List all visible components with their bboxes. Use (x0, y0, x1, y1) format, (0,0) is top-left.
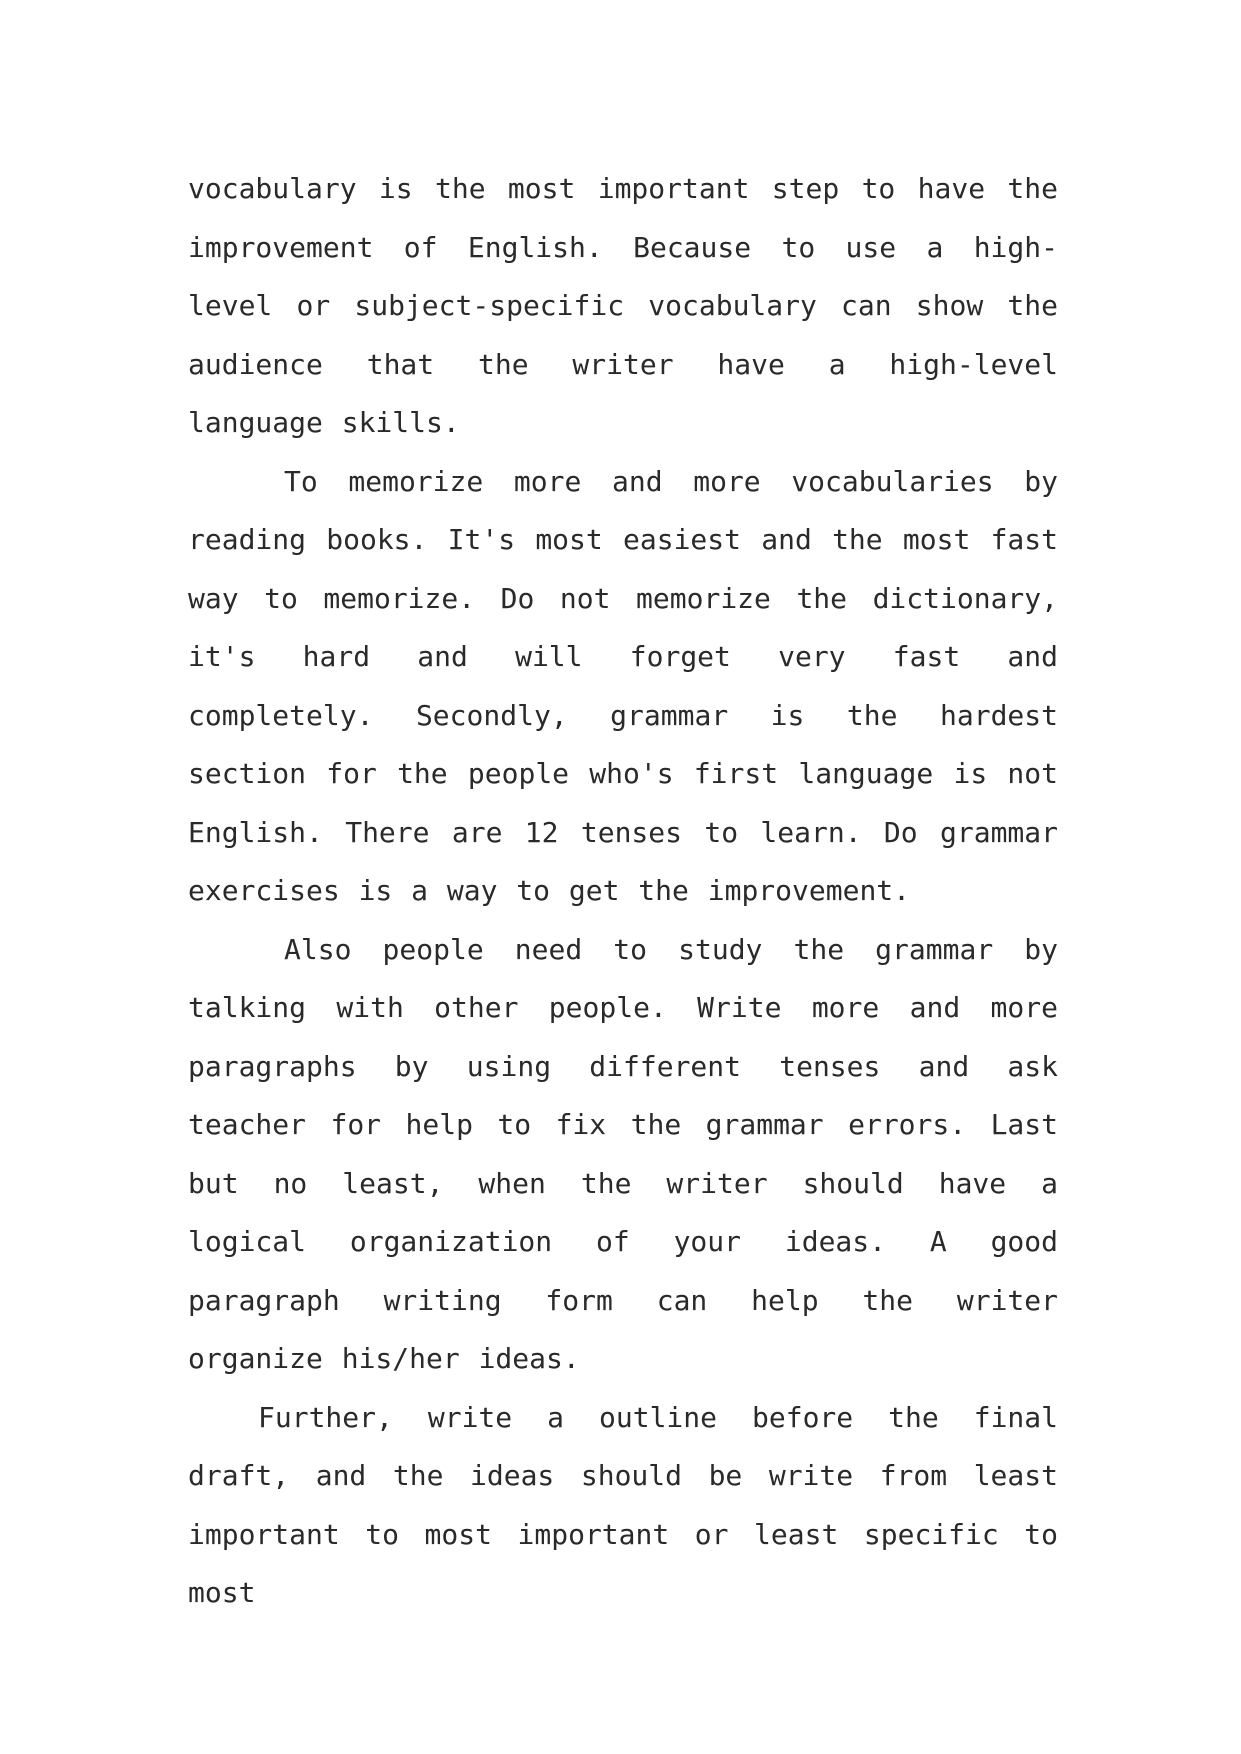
paragraph-vocabulary: vocabulary is the most important step to have the improvement of English. Because to use a high-level or subject-specific vocabulary can show the audience that the writer have a high-level language skills. (188, 172, 1058, 439)
paragraph-grammar: Also people need to study the grammar by talking with other people. Write more and more paragraphs by using different tenses and ask teacher for help to fix the grammar errors. Last but no least, when the writer should have a logical organization of your ideas. A good paragraph writing form can help the writer organize his/her ideas. (188, 932, 1058, 1375)
document-body (188, 160, 1058, 1623)
paragraph-memorize: To memorize more and more vocabularies by reading books. It's most easiest and the most fast way to memorize. Do not memorize the dictionary, it's hard and will forget very fast and completely. Secondly, grammar is the hardest section for the people who's first language is not English. There are 12 tenses to learn. Do grammar exercises is a way to get the improvement. (188, 464, 1058, 907)
paragraph-outline: Further, write a outline before the final draft, and the ideas should be write from least important to most important or least specific to most (188, 1400, 1058, 1609)
